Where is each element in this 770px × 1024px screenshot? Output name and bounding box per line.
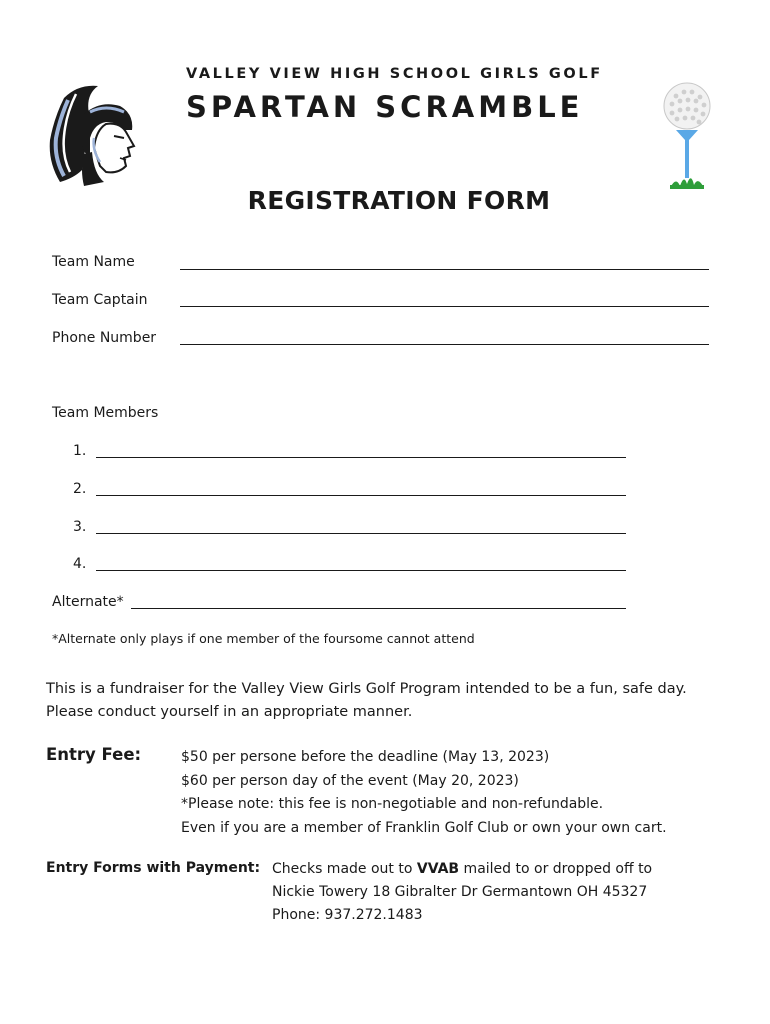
alternate-note: *Alternate only plays if one member of the foursome cannot attend xyxy=(52,631,475,646)
payment-address: Nickie Towery 18 Gibralter Dr Germantown OH 45327 xyxy=(272,884,648,900)
team-name-label: Team Name xyxy=(52,254,135,270)
spartan-helmet-icon xyxy=(44,78,142,190)
form-title: REGISTRATION FORM xyxy=(247,186,551,215)
fee-line: Even if you are a member of Franklin Golf Club or own your own cart. xyxy=(181,819,667,836)
member-2-field[interactable] xyxy=(96,495,626,496)
payment-line xyxy=(272,858,652,881)
fee-line: $60 per person day of the event (May 20, 2023) xyxy=(181,772,519,789)
member-4-field[interactable] xyxy=(96,570,626,571)
team-captain-field[interactable] xyxy=(180,306,709,307)
alternate-field[interactable] xyxy=(131,608,626,609)
member-1-field[interactable] xyxy=(96,457,626,458)
intro-paragraph xyxy=(46,678,687,724)
member-number: 3. xyxy=(73,519,87,535)
fee-line: *Please note: this fee is non-negotiable and non-refundable. xyxy=(181,796,604,812)
intro-line: This is a fundraiser for the Valley View Girls Golf Program intended to be a fun, safe day. xyxy=(46,681,687,697)
alternate-label: Alternate* xyxy=(52,594,124,610)
payment-suffix: mailed to or dropped off to xyxy=(459,861,653,877)
payment-phone: Phone: 937.272.1483 xyxy=(272,907,423,923)
team-captain-label: Team Captain xyxy=(52,292,148,308)
entry-fee-heading: Entry Fee: xyxy=(46,745,142,764)
phone-number-label: Phone Number xyxy=(52,330,157,346)
member-3-field[interactable] xyxy=(96,533,626,534)
payment-heading: Entry Forms with Payment: xyxy=(46,860,261,876)
team-name-field[interactable] xyxy=(180,269,709,270)
fee-line: $50 per persone before the deadline (May 13, 2023) xyxy=(181,749,550,765)
entry-fee-details xyxy=(181,746,667,840)
member-number: 1. xyxy=(73,443,87,459)
payee-name: VVAB xyxy=(416,861,460,877)
event-title: SPARTAN SCRAMBLE xyxy=(186,90,584,124)
intro-line: Please conduct yourself in an appropriate manner. xyxy=(46,704,413,720)
school-subtitle: VALLEY VIEW HIGH SCHOOL GIRLS GOLF xyxy=(186,66,603,82)
phone-number-field[interactable] xyxy=(180,344,709,345)
payment-prefix: Checks made out to xyxy=(272,861,417,877)
member-number: 4. xyxy=(73,556,87,572)
team-members-heading: Team Members xyxy=(52,405,159,421)
payment-details xyxy=(272,858,652,927)
golf-ball-on-tee-icon xyxy=(658,82,716,194)
member-number: 2. xyxy=(73,481,87,497)
